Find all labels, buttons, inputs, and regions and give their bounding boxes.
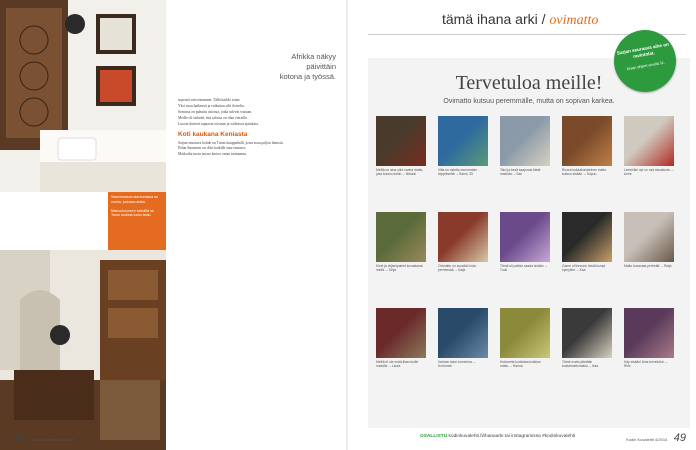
doormat-tile [562, 116, 612, 176]
article-paragraph: sopeutti vaivoistamme. Tällä kaikki toimi. [178, 98, 241, 102]
section-title [442, 11, 598, 29]
sidebar-note: Vasemmassa alareunassa on vanha, painava arkku. [111, 195, 159, 204]
doormat-photo [562, 116, 612, 166]
doormat-caption: Tämä matto jätetään koskemattomaksi. – Iksa [562, 360, 599, 369]
doormat-caption: Ovimatto on suosikki koko perheessä. – Kaija [438, 264, 477, 273]
magazine-issue: Kodin Kuvalehti 4/2014 [32, 437, 74, 442]
article-paragraph: Somissa on puhuttu asioista, jotka tulevat vastaan. [178, 109, 253, 114]
pull-quote-line: päivittäin [306, 62, 336, 71]
doormat-photo [438, 308, 488, 358]
article-paragraph: Sarjan seuraava kohde on Turun kauppahalli, jossa asuu paljon ihmisiä. [178, 140, 284, 145]
article-paragraph: Meille oli tärkeää, että talossa on tilaa vieraille. [178, 115, 248, 120]
doormat-tile [438, 308, 488, 368]
doormat-photo [562, 308, 612, 358]
article-paragraph: Luovat ihmiset tapaavat toisiaan ja vaihtavat ajatuksia. [178, 121, 259, 126]
doormat-caption: Roosa kukkakoristeinen matto kutsuu sisään. – Sopuu [562, 168, 607, 177]
doormat-tile [500, 212, 550, 272]
doormat-caption: Talvi ja kesä saapuvat tästä matosta. – Sari [500, 168, 541, 177]
article-subheading: Koti kaukana Keniasta [178, 130, 248, 138]
section-header [348, 6, 696, 32]
doormat-photo [376, 116, 426, 166]
doormat-caption: Meillä on aina ollut vanha matto, joka kuuluu kotiin. – Nikolai [376, 168, 424, 177]
doormat-photo [562, 212, 612, 262]
doormat-photo [376, 212, 426, 262]
doormat-tile [438, 116, 488, 176]
doormat-photo [500, 212, 550, 262]
participate-line [420, 434, 575, 439]
photo-living-room [0, 250, 166, 450]
magazine-issue: Kodin Kuvalehti 4/2014 [626, 437, 668, 442]
doormat-photo [438, 212, 488, 262]
doormat-caption: Kotiovelta kurkistaa kukkiva matto. – Hanna [500, 360, 541, 369]
doormat-caption: Vilta on ostettu mummolan kirppikseltä. – Sanni, 25 [438, 168, 477, 177]
doormat-photo [624, 116, 674, 166]
badge-line-1: Sarjan seuraava aihe on ravintolat. [616, 41, 670, 59]
doormat-tile [376, 308, 426, 368]
section-brand: ovimatto [549, 13, 599, 28]
doormat-caption: Matto kuvastaa perhettä. – Raija [624, 264, 672, 268]
doormat-caption: Meillä ei ole enää tilaa muille matoille. – Laura [376, 360, 419, 369]
article-paragraph: Paluu Suomeen on ollut kaikille suuri muutos. [178, 146, 247, 151]
article-paragraph: Yksi asuu haikeasti ja vaikuttaa silti iloiselta. [178, 103, 245, 108]
doormat-tile [624, 212, 674, 268]
doormat-caption: Kivet ja viljasirpaleet kuvastavat meitä. – Sinja [376, 264, 423, 273]
doormat-photo [624, 212, 674, 262]
doormat-tile [500, 116, 550, 176]
doormat-photo [376, 308, 426, 358]
feature-panel [368, 58, 690, 428]
feature-title: Tervetuloa meille! [455, 72, 603, 94]
doormat-caption: Game of thrones: tästä kumpi hymyilee. – Kaa [562, 264, 606, 273]
photo-bedroom-wall-art [0, 0, 166, 192]
doormat-tile [562, 308, 612, 368]
doormat-tile [376, 116, 426, 176]
page-number: 49 [673, 432, 686, 444]
doormat-caption: Vanhan talon tunnelma. – Korhonen [438, 360, 476, 369]
doormat-photo [500, 116, 550, 166]
left-folio [14, 428, 74, 446]
section-prefix: tämä ihana arki / [442, 11, 546, 27]
participate-label: OSALLISTU [420, 434, 448, 439]
doormat-tile [438, 212, 488, 272]
doormat-tile [624, 116, 674, 176]
feature-subtitle: Ovimatto kutsuu peremmälle, mutta on sopivan karkea. [443, 98, 615, 105]
doormat-photo [438, 116, 488, 166]
pull-quote-line: kotona ja työssä. [279, 72, 336, 81]
doormat-caption: Tämä oli paikko saada sisään. – Tuuli [500, 264, 548, 273]
right-folio [626, 428, 686, 446]
article-paragraph: Matkoilta tuotu tavara kertoo omaa tarinaansa. [178, 152, 247, 157]
badge-line-2: Kisan ohjeet sivulla 11. [626, 60, 666, 72]
doormat-tile [500, 308, 550, 368]
doormat-photo [500, 308, 550, 358]
sidebar-note: Makuuhuoneen seinällä on Turun kodista tuotu taulu. [111, 208, 154, 218]
pull-quote [226, 52, 336, 82]
doormat-caption: Lemmikki nyt on osa sisustusta. – Anne [624, 168, 674, 177]
doormat-tile [562, 212, 612, 272]
doormat-caption: Käy sisään! Aina tervetullut. – Ririk [624, 360, 668, 369]
page-number: 48 [14, 432, 27, 444]
right-page [348, 0, 696, 450]
article-body [178, 98, 330, 158]
doormat-photo [624, 308, 674, 358]
pull-quote-line: Afrikka näkyy [291, 52, 336, 61]
doormat-tile [624, 308, 674, 368]
participate-text: kodinkuvalehti.fi/ihanaarki tai instagramissa #kodinkuvalehti [447, 434, 576, 439]
doormat-tile [376, 212, 426, 272]
